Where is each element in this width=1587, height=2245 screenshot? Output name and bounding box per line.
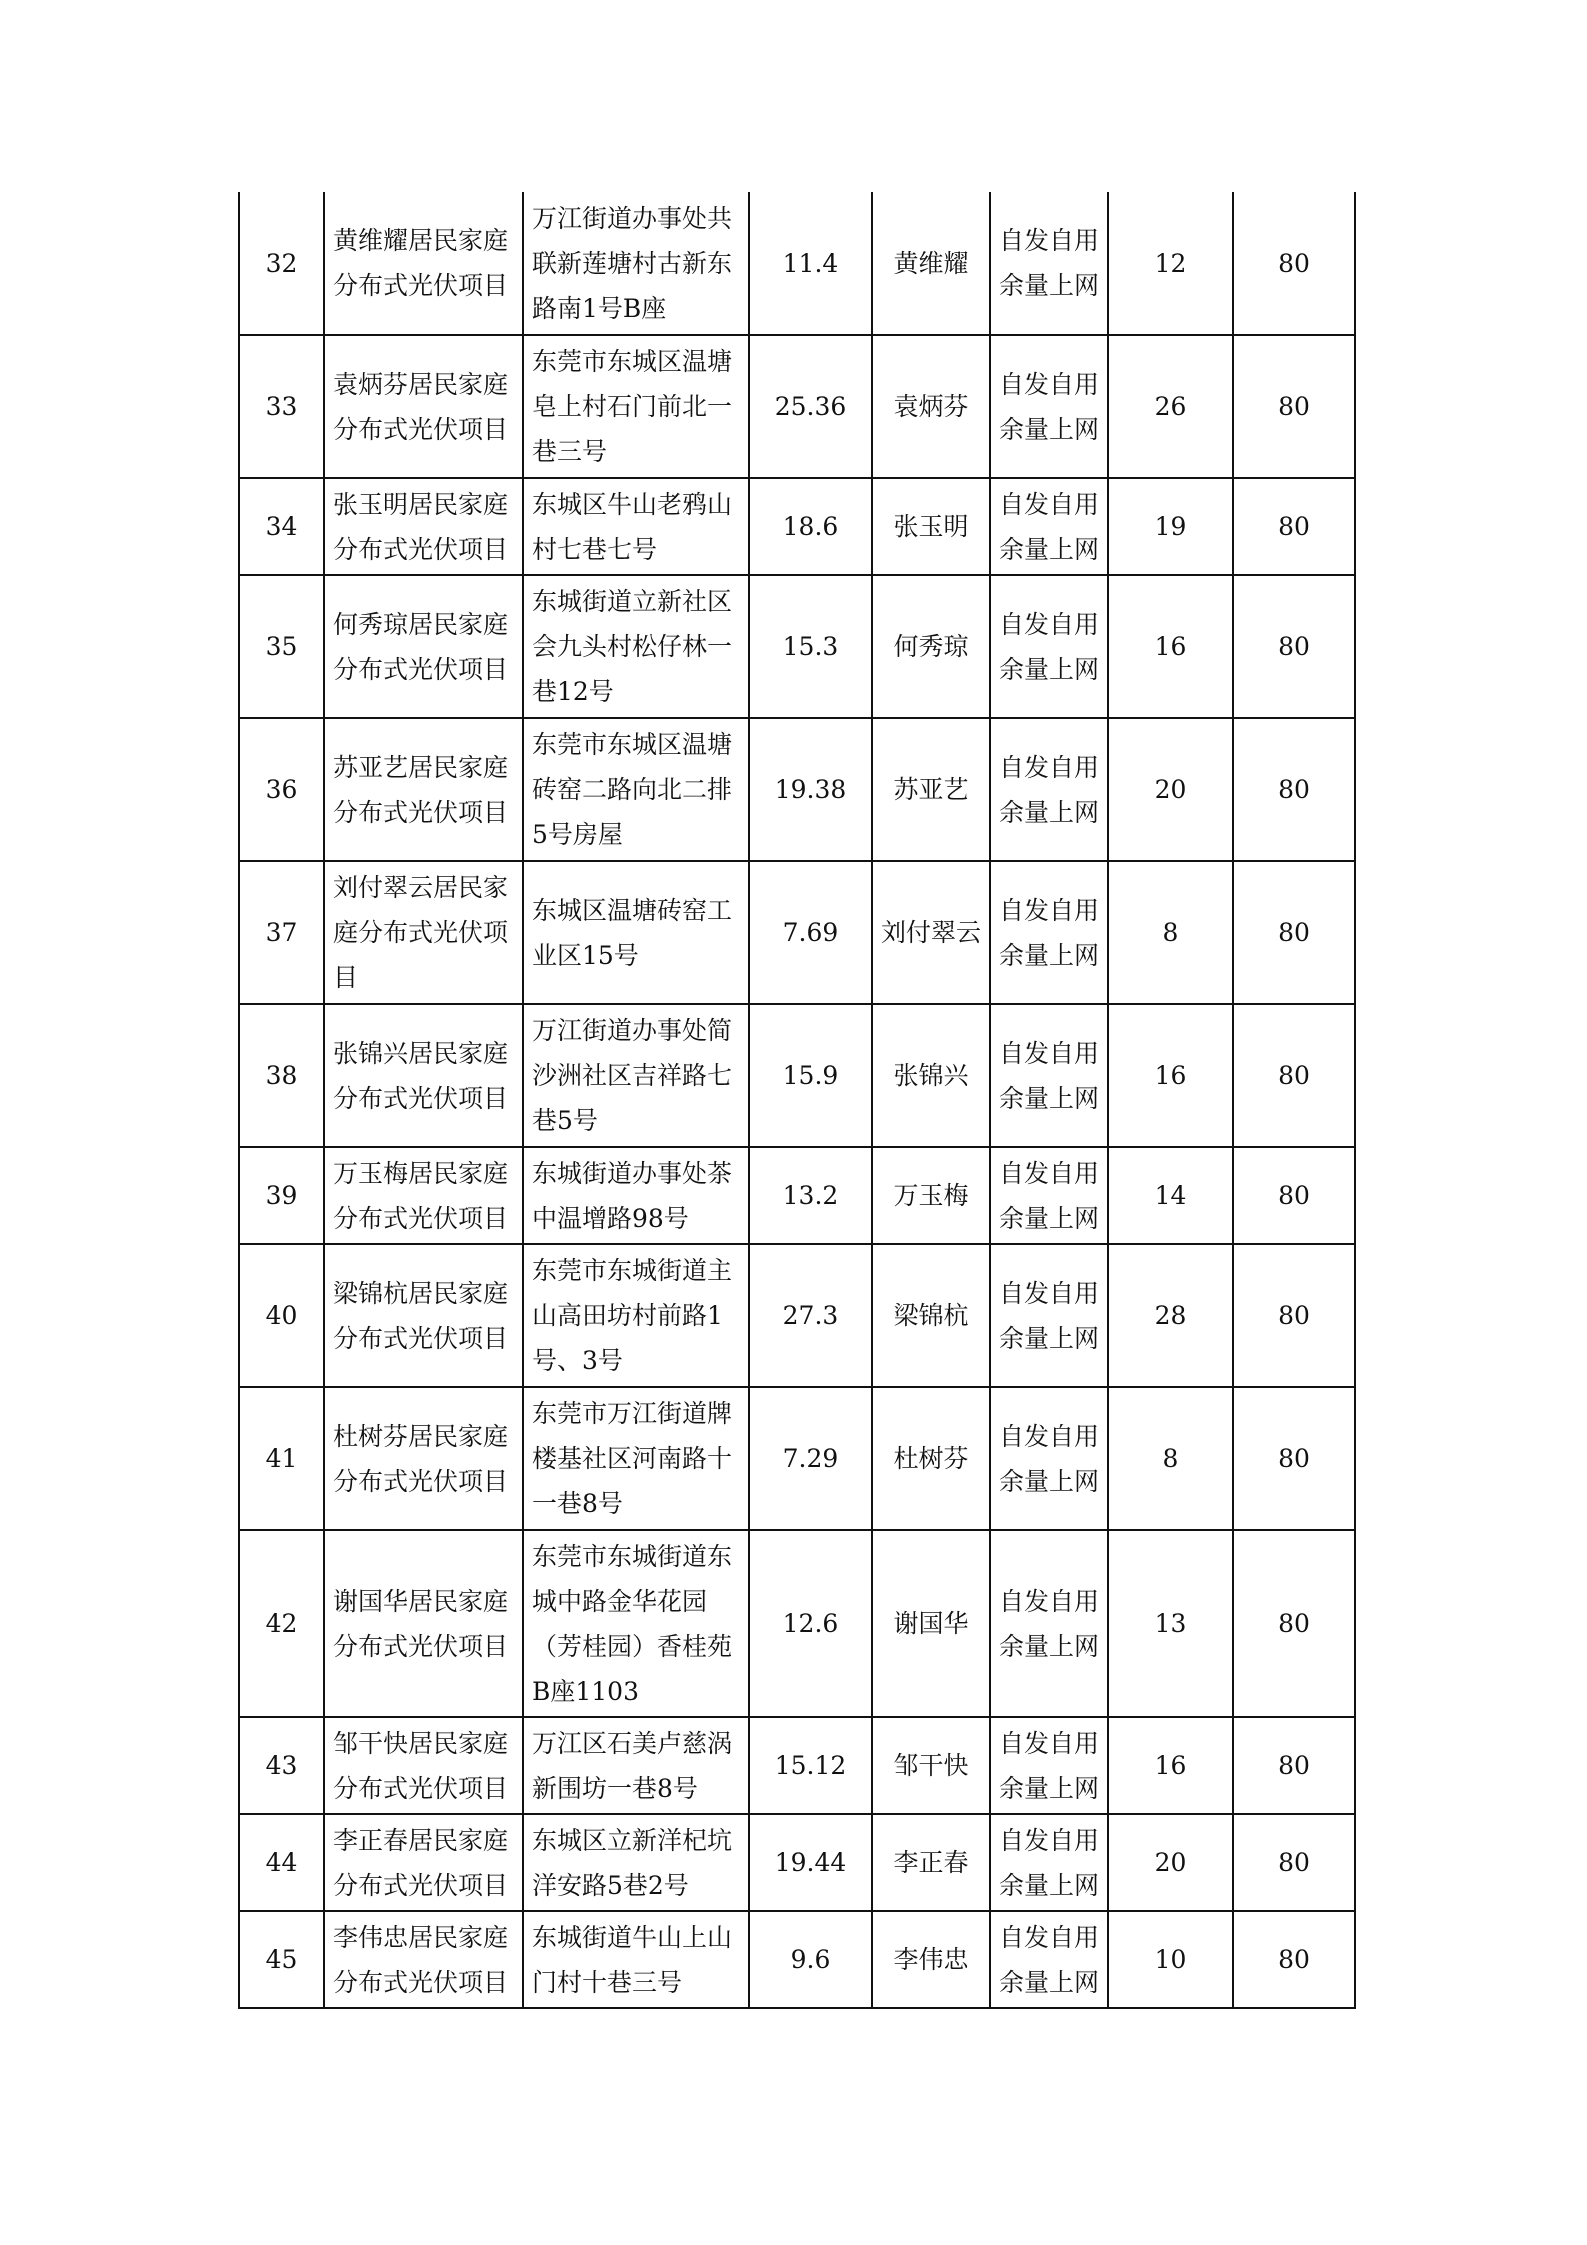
table-row	[239, 1244, 1355, 1387]
project-address: 东城街道立新社区会九头村松仔林一巷12号	[523, 575, 749, 718]
grid-mode: 自发自用余量上网	[990, 718, 1108, 861]
row-number: 41	[239, 1387, 324, 1530]
row-number: 45	[239, 1911, 324, 2008]
grid-mode: 自发自用余量上网	[990, 1814, 1108, 1911]
project-name: 李伟忠居民家庭分布式光伏项目	[324, 1911, 523, 2008]
installed-capacity: 27.3	[749, 1244, 872, 1387]
table-row	[239, 718, 1355, 861]
owner-name: 张玉明	[872, 478, 990, 575]
project-name: 袁炳芬居民家庭分布式光伏项目	[324, 335, 523, 478]
grid-mode: 自发自用余量上网	[990, 575, 1108, 718]
project-address: 东城街道办事处茶中温增路98号	[523, 1147, 749, 1244]
project-name: 黄维耀居民家庭分布式光伏项目	[324, 192, 523, 335]
ratio-value: 80	[1233, 1717, 1355, 1814]
table-row	[239, 1717, 1355, 1814]
grid-mode: 自发自用余量上网	[990, 1911, 1108, 2008]
ratio-value: 80	[1233, 335, 1355, 478]
ratio-value: 80	[1233, 1244, 1355, 1387]
row-number: 34	[239, 478, 324, 575]
row-number: 40	[239, 1244, 324, 1387]
ratio-value: 80	[1233, 478, 1355, 575]
table-row	[239, 335, 1355, 478]
grid-mode: 自发自用余量上网	[990, 1387, 1108, 1530]
table-row	[239, 1911, 1355, 2008]
owner-name: 袁炳芬	[872, 335, 990, 478]
installed-capacity: 18.6	[749, 478, 872, 575]
installed-capacity: 25.36	[749, 335, 872, 478]
table-body	[239, 192, 1355, 2008]
grid-mode: 自发自用余量上网	[990, 1244, 1108, 1387]
row-number: 36	[239, 718, 324, 861]
owner-name: 杜树芬	[872, 1387, 990, 1530]
row-number: 38	[239, 1004, 324, 1147]
row-number: 33	[239, 335, 324, 478]
scale-value: 12	[1108, 192, 1233, 335]
scale-value: 10	[1108, 1911, 1233, 2008]
grid-mode: 自发自用余量上网	[990, 1147, 1108, 1244]
project-address: 万江街道办事处共联新莲塘村古新东路南1号B座	[523, 192, 749, 335]
owner-name: 何秀琼	[872, 575, 990, 718]
row-number: 37	[239, 861, 324, 1004]
scale-value: 20	[1108, 1814, 1233, 1911]
project-name: 梁锦杭居民家庭分布式光伏项目	[324, 1244, 523, 1387]
ratio-value: 80	[1233, 718, 1355, 861]
ratio-value: 80	[1233, 1147, 1355, 1244]
ratio-value: 80	[1233, 1530, 1355, 1717]
ratio-value: 80	[1233, 1387, 1355, 1530]
installed-capacity: 15.12	[749, 1717, 872, 1814]
ratio-value: 80	[1233, 575, 1355, 718]
installed-capacity: 13.2	[749, 1147, 872, 1244]
installed-capacity: 11.4	[749, 192, 872, 335]
installed-capacity: 9.6	[749, 1911, 872, 2008]
grid-mode: 自发自用余量上网	[990, 1530, 1108, 1717]
grid-mode: 自发自用余量上网	[990, 1717, 1108, 1814]
grid-mode: 自发自用余量上网	[990, 861, 1108, 1004]
owner-name: 万玉梅	[872, 1147, 990, 1244]
project-address: 万江区石美卢慈涡新围坊一巷8号	[523, 1717, 749, 1814]
project-table	[238, 192, 1356, 2009]
project-address: 东莞市东城街道主山高田坊村前路1号、3号	[523, 1244, 749, 1387]
project-name: 李正春居民家庭分布式光伏项目	[324, 1814, 523, 1911]
table-row	[239, 1004, 1355, 1147]
scale-value: 19	[1108, 478, 1233, 575]
table-row	[239, 192, 1355, 335]
row-number: 44	[239, 1814, 324, 1911]
project-address: 东城区牛山老鸦山村七巷七号	[523, 478, 749, 575]
owner-name: 张锦兴	[872, 1004, 990, 1147]
ratio-value: 80	[1233, 1004, 1355, 1147]
project-name: 何秀琼居民家庭分布式光伏项目	[324, 575, 523, 718]
installed-capacity: 7.29	[749, 1387, 872, 1530]
project-address: 万江街道办事处简沙洲社区吉祥路七巷5号	[523, 1004, 749, 1147]
scale-value: 8	[1108, 861, 1233, 1004]
scale-value: 8	[1108, 1387, 1233, 1530]
row-number: 35	[239, 575, 324, 718]
installed-capacity: 12.6	[749, 1530, 872, 1717]
project-address: 东莞市万江街道牌楼基社区河南路十一巷8号	[523, 1387, 749, 1530]
scale-value: 16	[1108, 1004, 1233, 1147]
grid-mode: 自发自用余量上网	[990, 192, 1108, 335]
scale-value: 28	[1108, 1244, 1233, 1387]
project-name: 张玉明居民家庭分布式光伏项目	[324, 478, 523, 575]
table-row	[239, 1387, 1355, 1530]
installed-capacity: 15.9	[749, 1004, 872, 1147]
project-name: 张锦兴居民家庭分布式光伏项目	[324, 1004, 523, 1147]
table-row	[239, 575, 1355, 718]
row-number: 42	[239, 1530, 324, 1717]
scale-value: 16	[1108, 575, 1233, 718]
grid-mode: 自发自用余量上网	[990, 478, 1108, 575]
project-address: 东莞市东城区温塘砖窑二路向北二排5号房屋	[523, 718, 749, 861]
table-row	[239, 1147, 1355, 1244]
row-number: 39	[239, 1147, 324, 1244]
ratio-value: 80	[1233, 1911, 1355, 2008]
installed-capacity: 15.3	[749, 575, 872, 718]
project-name: 刘付翠云居民家庭分布式光伏项目	[324, 861, 523, 1004]
owner-name: 苏亚艺	[872, 718, 990, 861]
owner-name: 李伟忠	[872, 1911, 990, 2008]
owner-name: 梁锦杭	[872, 1244, 990, 1387]
installed-capacity: 7.69	[749, 861, 872, 1004]
project-name: 邹干快居民家庭分布式光伏项目	[324, 1717, 523, 1814]
scale-value: 13	[1108, 1530, 1233, 1717]
project-name: 苏亚艺居民家庭分布式光伏项目	[324, 718, 523, 861]
installed-capacity: 19.38	[749, 718, 872, 861]
grid-mode: 自发自用余量上网	[990, 335, 1108, 478]
table-row	[239, 1530, 1355, 1717]
row-number: 43	[239, 1717, 324, 1814]
owner-name: 李正春	[872, 1814, 990, 1911]
project-address: 东莞市东城街道东城中路金华花园（芳桂园）香桂苑B座1103	[523, 1530, 749, 1717]
project-address: 东城区立新洋杞坑洋安路5巷2号	[523, 1814, 749, 1911]
project-name: 谢国华居民家庭分布式光伏项目	[324, 1530, 523, 1717]
project-address: 东城区温塘砖窑工业区15号	[523, 861, 749, 1004]
owner-name: 刘付翠云	[872, 861, 990, 1004]
grid-mode: 自发自用余量上网	[990, 1004, 1108, 1147]
table-row	[239, 861, 1355, 1004]
row-number: 32	[239, 192, 324, 335]
project-name: 杜树芬居民家庭分布式光伏项目	[324, 1387, 523, 1530]
ratio-value: 80	[1233, 1814, 1355, 1911]
scale-value: 16	[1108, 1717, 1233, 1814]
project-address: 东城街道牛山上山门村十巷三号	[523, 1911, 749, 2008]
table-row	[239, 478, 1355, 575]
project-address: 东莞市东城区温塘皂上村石门前北一巷三号	[523, 335, 749, 478]
ratio-value: 80	[1233, 192, 1355, 335]
table-row	[239, 1814, 1355, 1911]
scale-value: 14	[1108, 1147, 1233, 1244]
owner-name: 谢国华	[872, 1530, 990, 1717]
owner-name: 黄维耀	[872, 192, 990, 335]
scale-value: 26	[1108, 335, 1233, 478]
owner-name: 邹干快	[872, 1717, 990, 1814]
ratio-value: 80	[1233, 861, 1355, 1004]
installed-capacity: 19.44	[749, 1814, 872, 1911]
project-name: 万玉梅居民家庭分布式光伏项目	[324, 1147, 523, 1244]
scale-value: 20	[1108, 718, 1233, 861]
